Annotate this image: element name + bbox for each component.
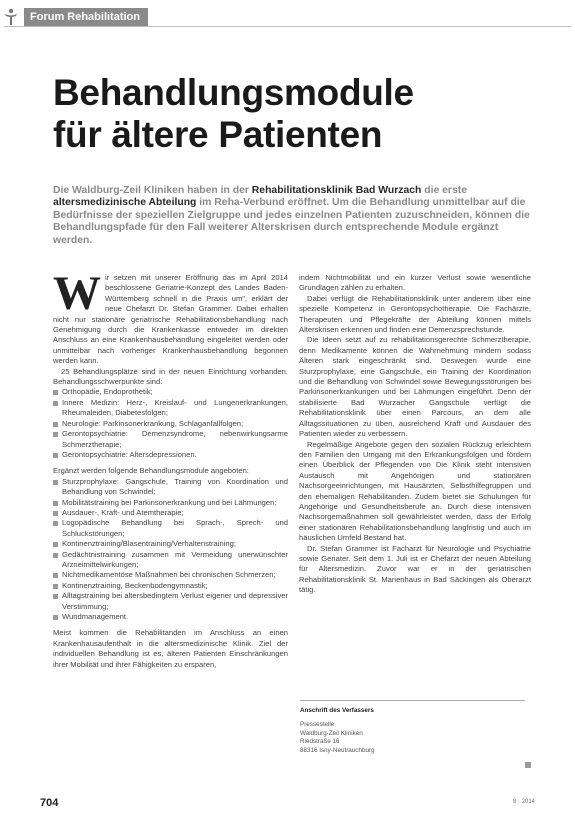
body-paragraph: 25 Behandlungsplätze sind in der neuen Einrichtung vorhanden. Behandlungsschwerpunkte sind: (53, 366, 288, 387)
page-header (4, 8, 148, 26)
lead-department-name: altersmedizinische Abteilung (53, 197, 197, 209)
list-item: Wundmanagement. (53, 612, 288, 622)
lead-clinic-name: Rehabilitationsklinik Bad Wurzach (251, 185, 422, 196)
body-paragraph: Dr. Stefan Grammer ist Facharzt für Neurologie und Psychiatrie sowie Geriater. Seit dem 1. Juli ist er Chefarzt der neuen Abteilung für Altersmedizin. Zuvor war er in der geriatrischen Rehabilitationsklinik St. Marienhaus in Bad Säckingen als Oberarzt tätig. (299, 543, 531, 595)
section-label: Forum Rehabilitation (24, 8, 148, 26)
title-line-1: Behandlungsmodule (53, 72, 414, 113)
address-line: 88316 Isny-Neutrauchburg (300, 746, 375, 754)
caduceus-figure-icon (4, 8, 18, 26)
lead-text-1: Die Waldburg-Zeil Kliniken haben in der (53, 185, 252, 196)
page-number: 704 (40, 797, 59, 809)
list-item: Nichtmedikamentöse Maßnahmen bei chronischen Schmerzen; (53, 570, 288, 580)
modules-list (53, 477, 288, 623)
list-item: Alltagstraining bei altersbedingtem Verlust eigener und depressiver Verstimmung; (53, 591, 288, 612)
body-paragraph: Regelmäßige Angebote gegen den sozialen Rückzug erleichtern den Familien den Umgang mit den Erkrankungsfolgen und fördern einen Überblick der Pflegenden von Die Klinik steht intensiven Austausch mit Angehörigen und stationären Nachsorgeeinrichtungen, mit Hausärzten, Selbsthilfegruppen und den ehemaligen Rehabilitanden. Zudem bietet sie Schulungen für Angehörige und Gesundheitsberufe an. Durch diese intensiven Nachsorgemaßnahmen soll gewährleistet werden, dass der Erfolg einer stationären Rehabilitationsbehandlung langfristig und auch im häuslichen Umfeld Bestand hat. (299, 439, 531, 543)
list-item: Ausdauer-, Kraft- und Atemtherapie; (53, 508, 288, 518)
body-paragraph: indem Nichtmobilität und ein kurzer Verlust sowie wesentliche Grundlagen zählen zu erhalten. (299, 273, 531, 293)
end-mark (525, 762, 531, 768)
body-paragraph: Ergänzt werden folgende Behandlungsmodule angeboten: (53, 466, 249, 476)
address-title: Anschrift des Verfassers (300, 707, 374, 714)
body-column-right (299, 273, 531, 596)
body-column-left (53, 267, 288, 670)
address-line: Waldburg-Zeil Kliniken (300, 729, 363, 737)
list-item: Neurologie: Parkinsonerkrankung, Schlaganfallfolgen; (53, 419, 288, 429)
body-paragraph: Dabei verfügt die Rehabilitationsklinik unter anderem über eine spezielle Kompetenz in Gerontopsychotherapie. Die Fachärzte, Therapeuten und Pflegekräfte der Abteilung können mittels Alterskrisen erkennen und finden eine Demenzsprechstunde. (299, 293, 531, 335)
list-item: Gedächtnistraining zusammen mit Vermeidung unerwünschter Arzneimittelwirkungen; (53, 550, 288, 571)
article-lead (53, 185, 535, 247)
focus-list (53, 387, 288, 460)
list-item: Gerontopsychiatrie: Altersdepressionen. (53, 450, 288, 460)
drop-cap: W (53, 267, 101, 320)
address-line: Pressestelle (300, 721, 335, 729)
list-item: Mobilitätstraining bei Parkinsonerkrankung und bei Lähmungen; (53, 498, 288, 508)
list-item: Sturzprophylaxe: Gangschule, Training von Koordination und Behandlung von Schwindel; (53, 477, 288, 498)
list-item: Innere Medizin: Herz-, Kreislauf- und Lungenerkrankungen, Rheumaleiden, Diabetesfolgen; (53, 398, 288, 419)
lead-text-2: die erste (421, 185, 467, 196)
intro-paragraph (53, 267, 288, 367)
list-item: Orthopädie, Endoprothetik; (53, 387, 288, 397)
title-line-2: für ältere Patienten (53, 114, 383, 155)
body-paragraph: Meist kommen die Rehabilitanden im Anschluss an einen Krankenhausaufenthalt in die altersmedizinische Klinik. Ziel der individuellen Behandlung ist es, älteren Patienten Einschränkungen ihrer Mobilität und ihrer Fähigkeiten zu ersparen, (53, 628, 288, 669)
author-address (300, 700, 525, 755)
list-item: Kontinenztraining/Blasentraining/Verhaltenstraining; (53, 539, 288, 549)
article-title (53, 72, 533, 156)
issue-label: 8 · 2014 (513, 799, 536, 805)
header-divider (4, 26, 571, 27)
list-item: Kontinenztraining, Beckenbodengymnastik; (53, 581, 288, 591)
address-line: Riedstraße 16 (300, 738, 340, 746)
body-paragraph: Die Ideen setzt auf zu rehabilitationsgerechte Schmerztherapie, denn Medikamente können die Wahrnehmung mindern sodass Älteren stark eingeschränkt sind. Deswegen wurde eine Sturzprophylaxe, eine Gangschule, ein Training der Koordination und die Behandlung von Schwindel sowie Bewegungsstörungen bei Parkinsonerkrankungen und bei Lähmungen eingeführt. Denn der stabilisierte Bad Wurzacher Gangschule verfügt die Rehabilitationsklinik über einen Parcours, an dem alle Alltagssituationen zu üben, ausreichend Kraft und Ausdauer des Patienten wieder zu verbessern. (299, 335, 531, 439)
lead-text-3: im Reha-Verbund eröffnet. Um die Behandlung unmittelbar auf die Bedürfnisse der speziellen Zielgruppe und jedes einzelnen Patienten zuzuschneiden, können die Behandlungspfade für den Fall weiterer Alterskrisen durch entsprechende Module ergänzt werden. (53, 197, 530, 246)
list-item: Gerontopsychiatrie: Demenzsyndrome, nebenwirkungsarme Schmerztherapie; (53, 429, 288, 450)
intro-text: ir setzen mit unserer Eröffnung das im April 2014 beschlossene Geriatrie-Konzept des Landes Baden-Württemberg schnell in die Praxis um", erklärt der neue Chefarzt Dr. Stefan Grammer. Dabei erhalten nicht nur stationäre geriatrische Rehabilitationsbehandlung nach Genehmigung durch die Krankenkasse entweder im direkten Anschluss an eine Krankenhausbehandlung eingeleitet werden oder unmittelbar nach vorheriger Krankenhausbehandlung begonnen werden kann. (53, 273, 288, 366)
list-item: Logopädische Behandlung bei Sprach-, Sprech- und Schluckstörungen; (53, 518, 288, 539)
